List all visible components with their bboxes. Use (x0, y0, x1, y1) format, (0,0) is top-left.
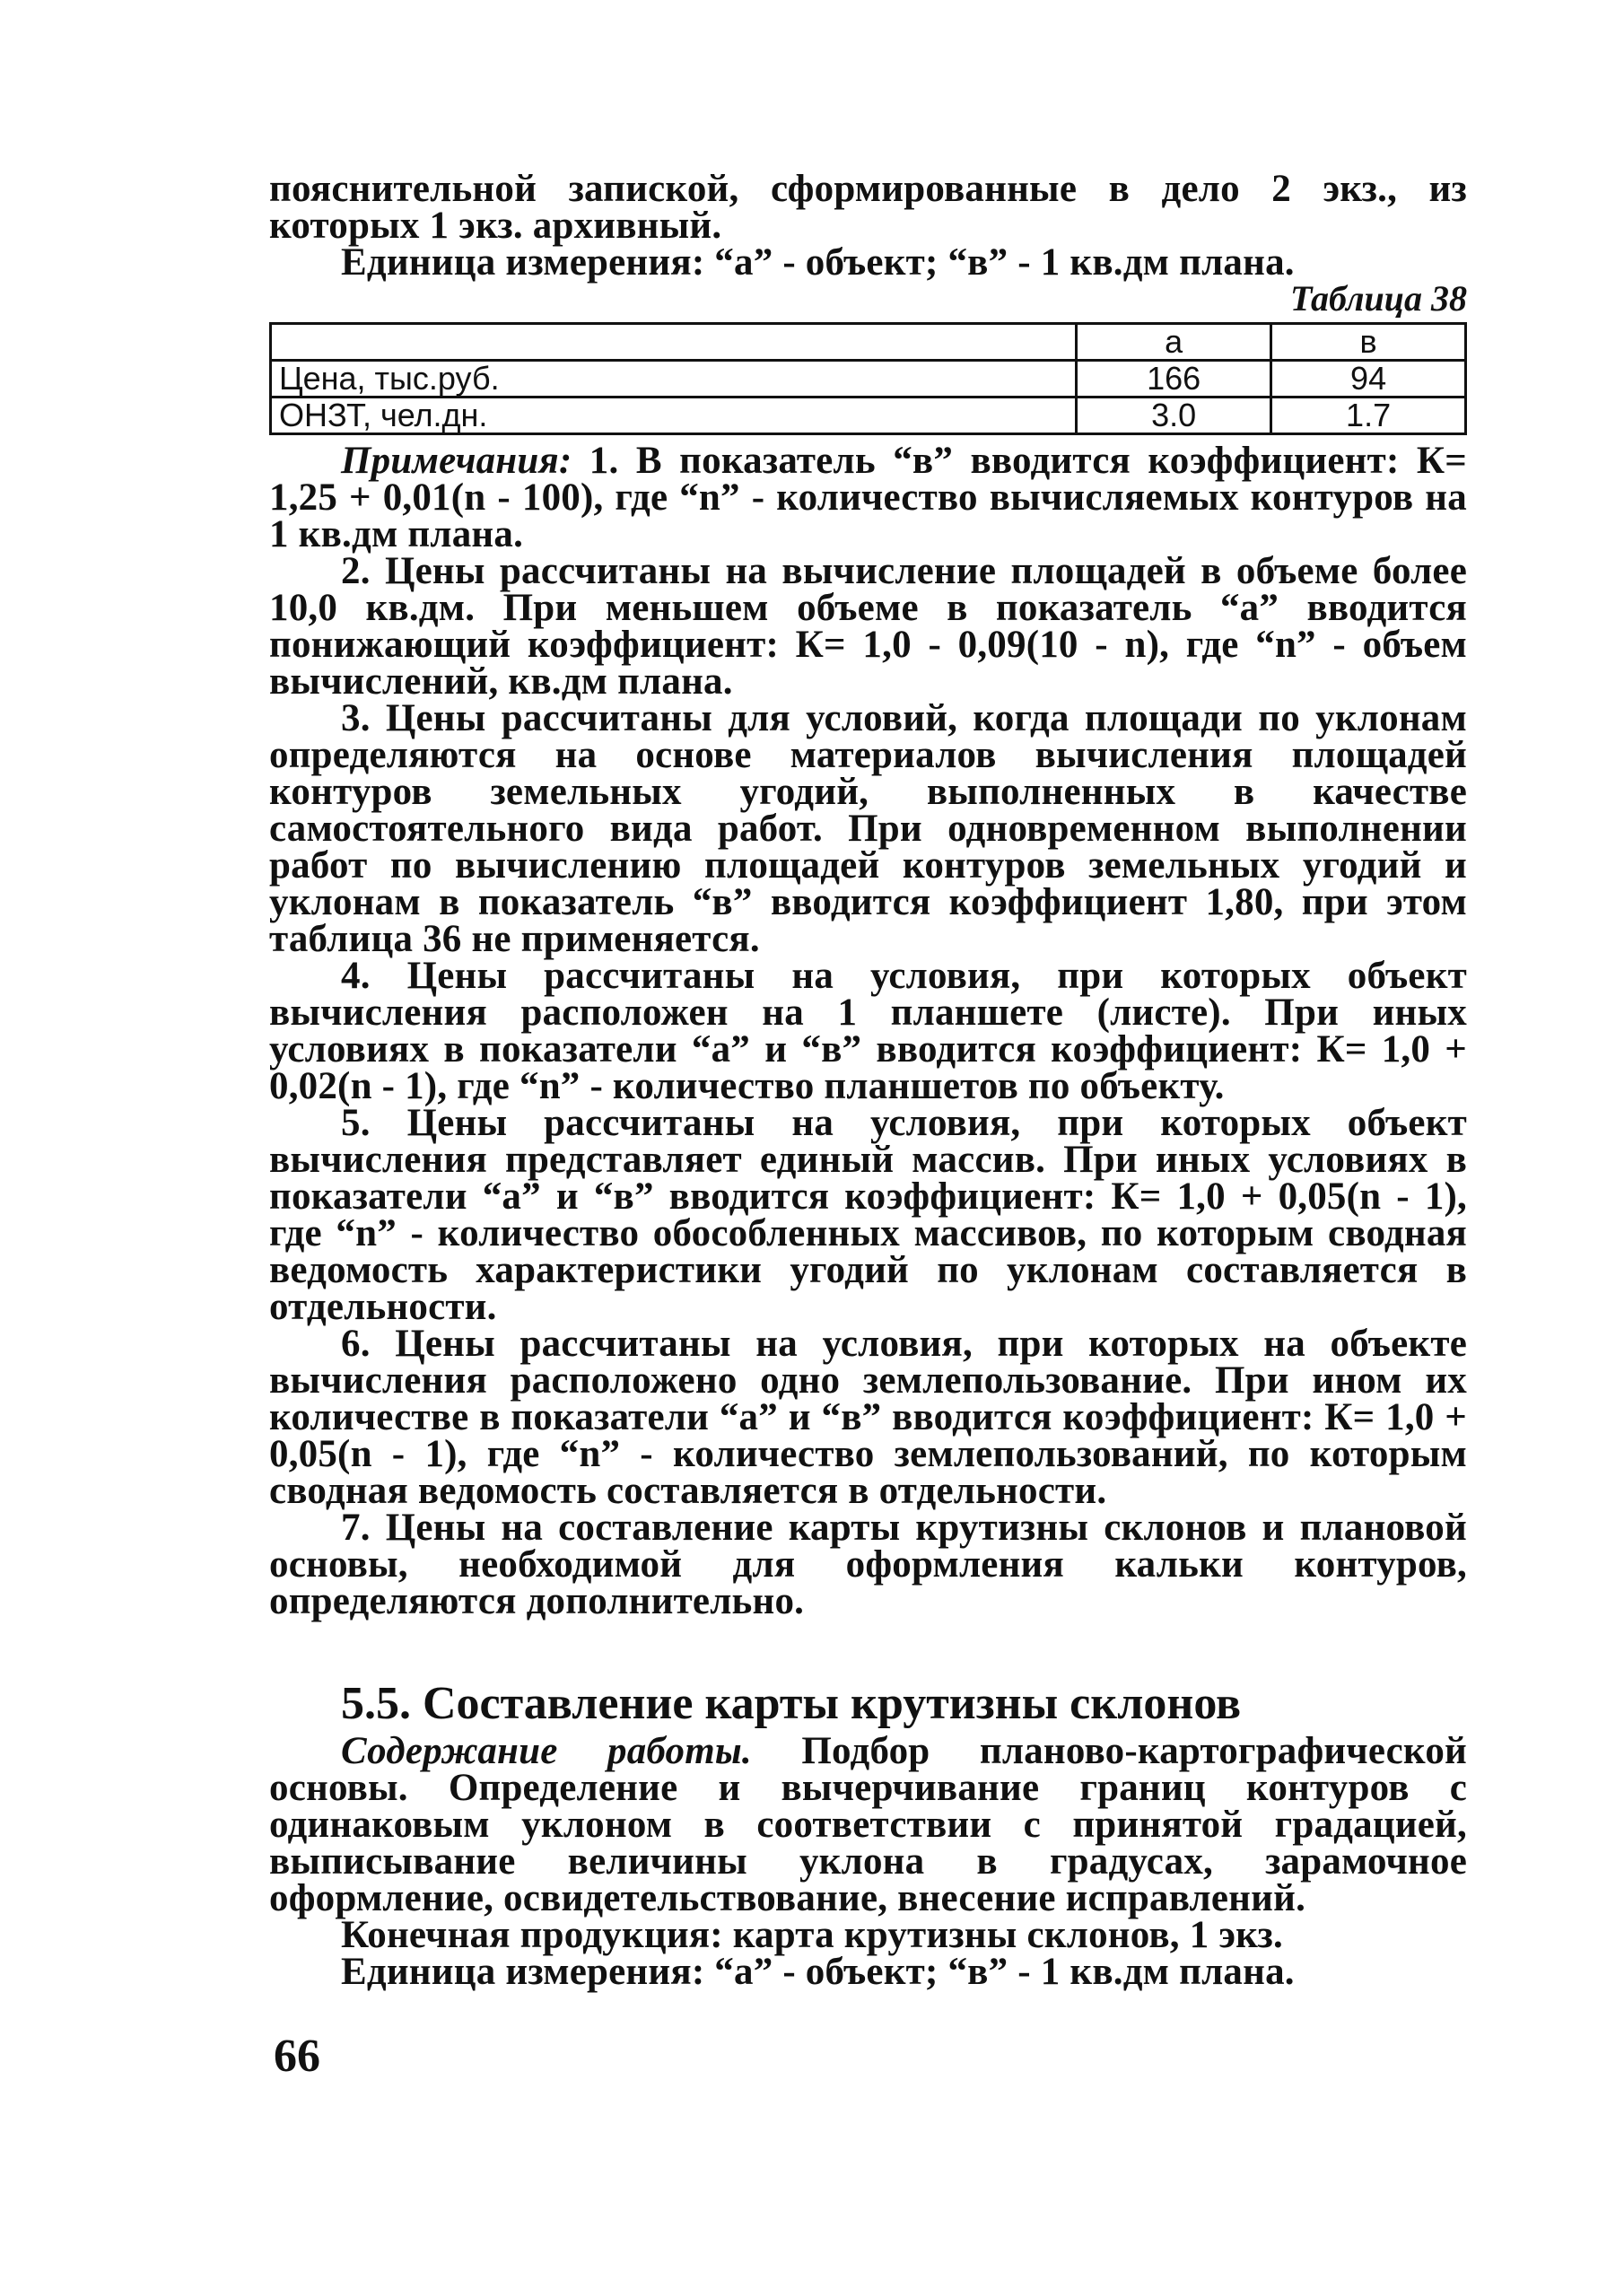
section-heading: 5.5. Составление карты крутизны склонов (341, 1678, 1242, 1729)
note-5: 5. Цены рассчитаны на условия, при которых объект вычисления представляет единый массив. При иных условиях в показатели “а” и “в” вводится коэффициент: К= 1,0 + 0,05(n - 1), где “n” - количество обособленных массивов, по которым сводная ведомость характеристики угодий по уклонам составляется в отдельности. (269, 1102, 1468, 1328)
table-cell-label: Цена, тыс.руб. (271, 361, 1077, 398)
note-2: 2. Цены рассчитаны на вычисление площадей в объеме более 10,0 кв.дм. При меньшем объеме в показатель “а” вводится понижающий коэффициент: К= 1,0 - 0,09(10 - n), где “n” - объем вычислений, кв.дм плана. (269, 550, 1467, 703)
table-row (271, 398, 1466, 434)
table-cell-label: ОНЗТ, чел.дн. (271, 398, 1077, 434)
table-header-cell (271, 324, 1077, 361)
units-line: Единица измерения: “а” - объект; “в” - 1 кв.дм плана. (341, 241, 1295, 284)
note-1-text: 1. В показатель “в” вводится коэффициент: К= 1,25 + 0,01(n - 100), где “n” - количество вычисляемых контуров на 1 кв.дм плана. (269, 440, 1467, 555)
price-table (269, 322, 1467, 435)
notes-title: Примечания: (341, 440, 572, 482)
table-cell-b: 1.7 (1271, 398, 1466, 434)
note-4: 4. Цены рассчитаны на условия, при которых объект вычисления расположен на 1 планшете (листе). При иных условиях в показатели “а” и “в” вводится коэффициент: К= 1,0 + 0,02(n - 1), где “n” - количество планшетов по объекту. (269, 955, 1467, 1107)
document-page (269, 168, 1468, 1993)
table-header-row (271, 324, 1466, 361)
table-cell-a: 166 (1077, 361, 1271, 398)
page-number: 66 (274, 2031, 320, 2082)
content-text: Подбор планово-картографической основы. Определение и вычерчивание границ контуров с одинаковым уклоном в соответствии с принятой градацией, выписывание величины уклона в градусах, зарамочное оформление, освидетельствование, внесение исправлений. (269, 1730, 1467, 1919)
section-units-line: Единица измерения: “а” - объект; “в” - 1 кв.дм плана. (341, 1951, 1295, 1993)
content-paragraph (269, 1730, 1467, 1919)
note-6: 6. Цены рассчитаны на условия, при которых на объекте вычисления расположено одно землепользование. При ином их количестве в показатели “а” и “в” вводится коэффициент: К= 1,0 + 0,05(n - 1), где “n” - количество землепользований, по которым сводная ведомость составляется в отдельности. (269, 1323, 1467, 1512)
intro-paragraph: пояснительной запиской, сформированные в дело 2 экз., из которых 1 экз. архивный. (269, 168, 1467, 247)
note-1 (269, 442, 1467, 553)
content-title: Содержание работы. (341, 1730, 752, 1772)
table-cell-a: 3.0 (1077, 398, 1271, 434)
table-header-cell: а (1077, 324, 1271, 361)
table-row (271, 361, 1466, 398)
table-header-cell: в (1271, 324, 1466, 361)
product-line: Конечная продукция: карта крутизны склонов, 1 экз. (341, 1914, 1283, 1956)
note-7: 7. Цены на составление карты крутизны склонов и плановой основы, необходимой для оформления кальки контуров, определяются дополнительно. (269, 1507, 1467, 1622)
note-3: 3. Цены рассчитаны для условий, когда площади по уклонам определяются на основе материалов вычисления площадей контуров земельных угодий, выполненных в качестве самостоятельного вида работ. При одновременном выполнении работ по вычислению площадей контуров земельных угодий и уклонам в показатель “в” вводится коэффициент 1,80, при этом таблица 36 не применяется. (269, 697, 1467, 960)
table-cell-b: 94 (1271, 361, 1466, 398)
table-caption: Таблица 38 (1290, 278, 1467, 319)
